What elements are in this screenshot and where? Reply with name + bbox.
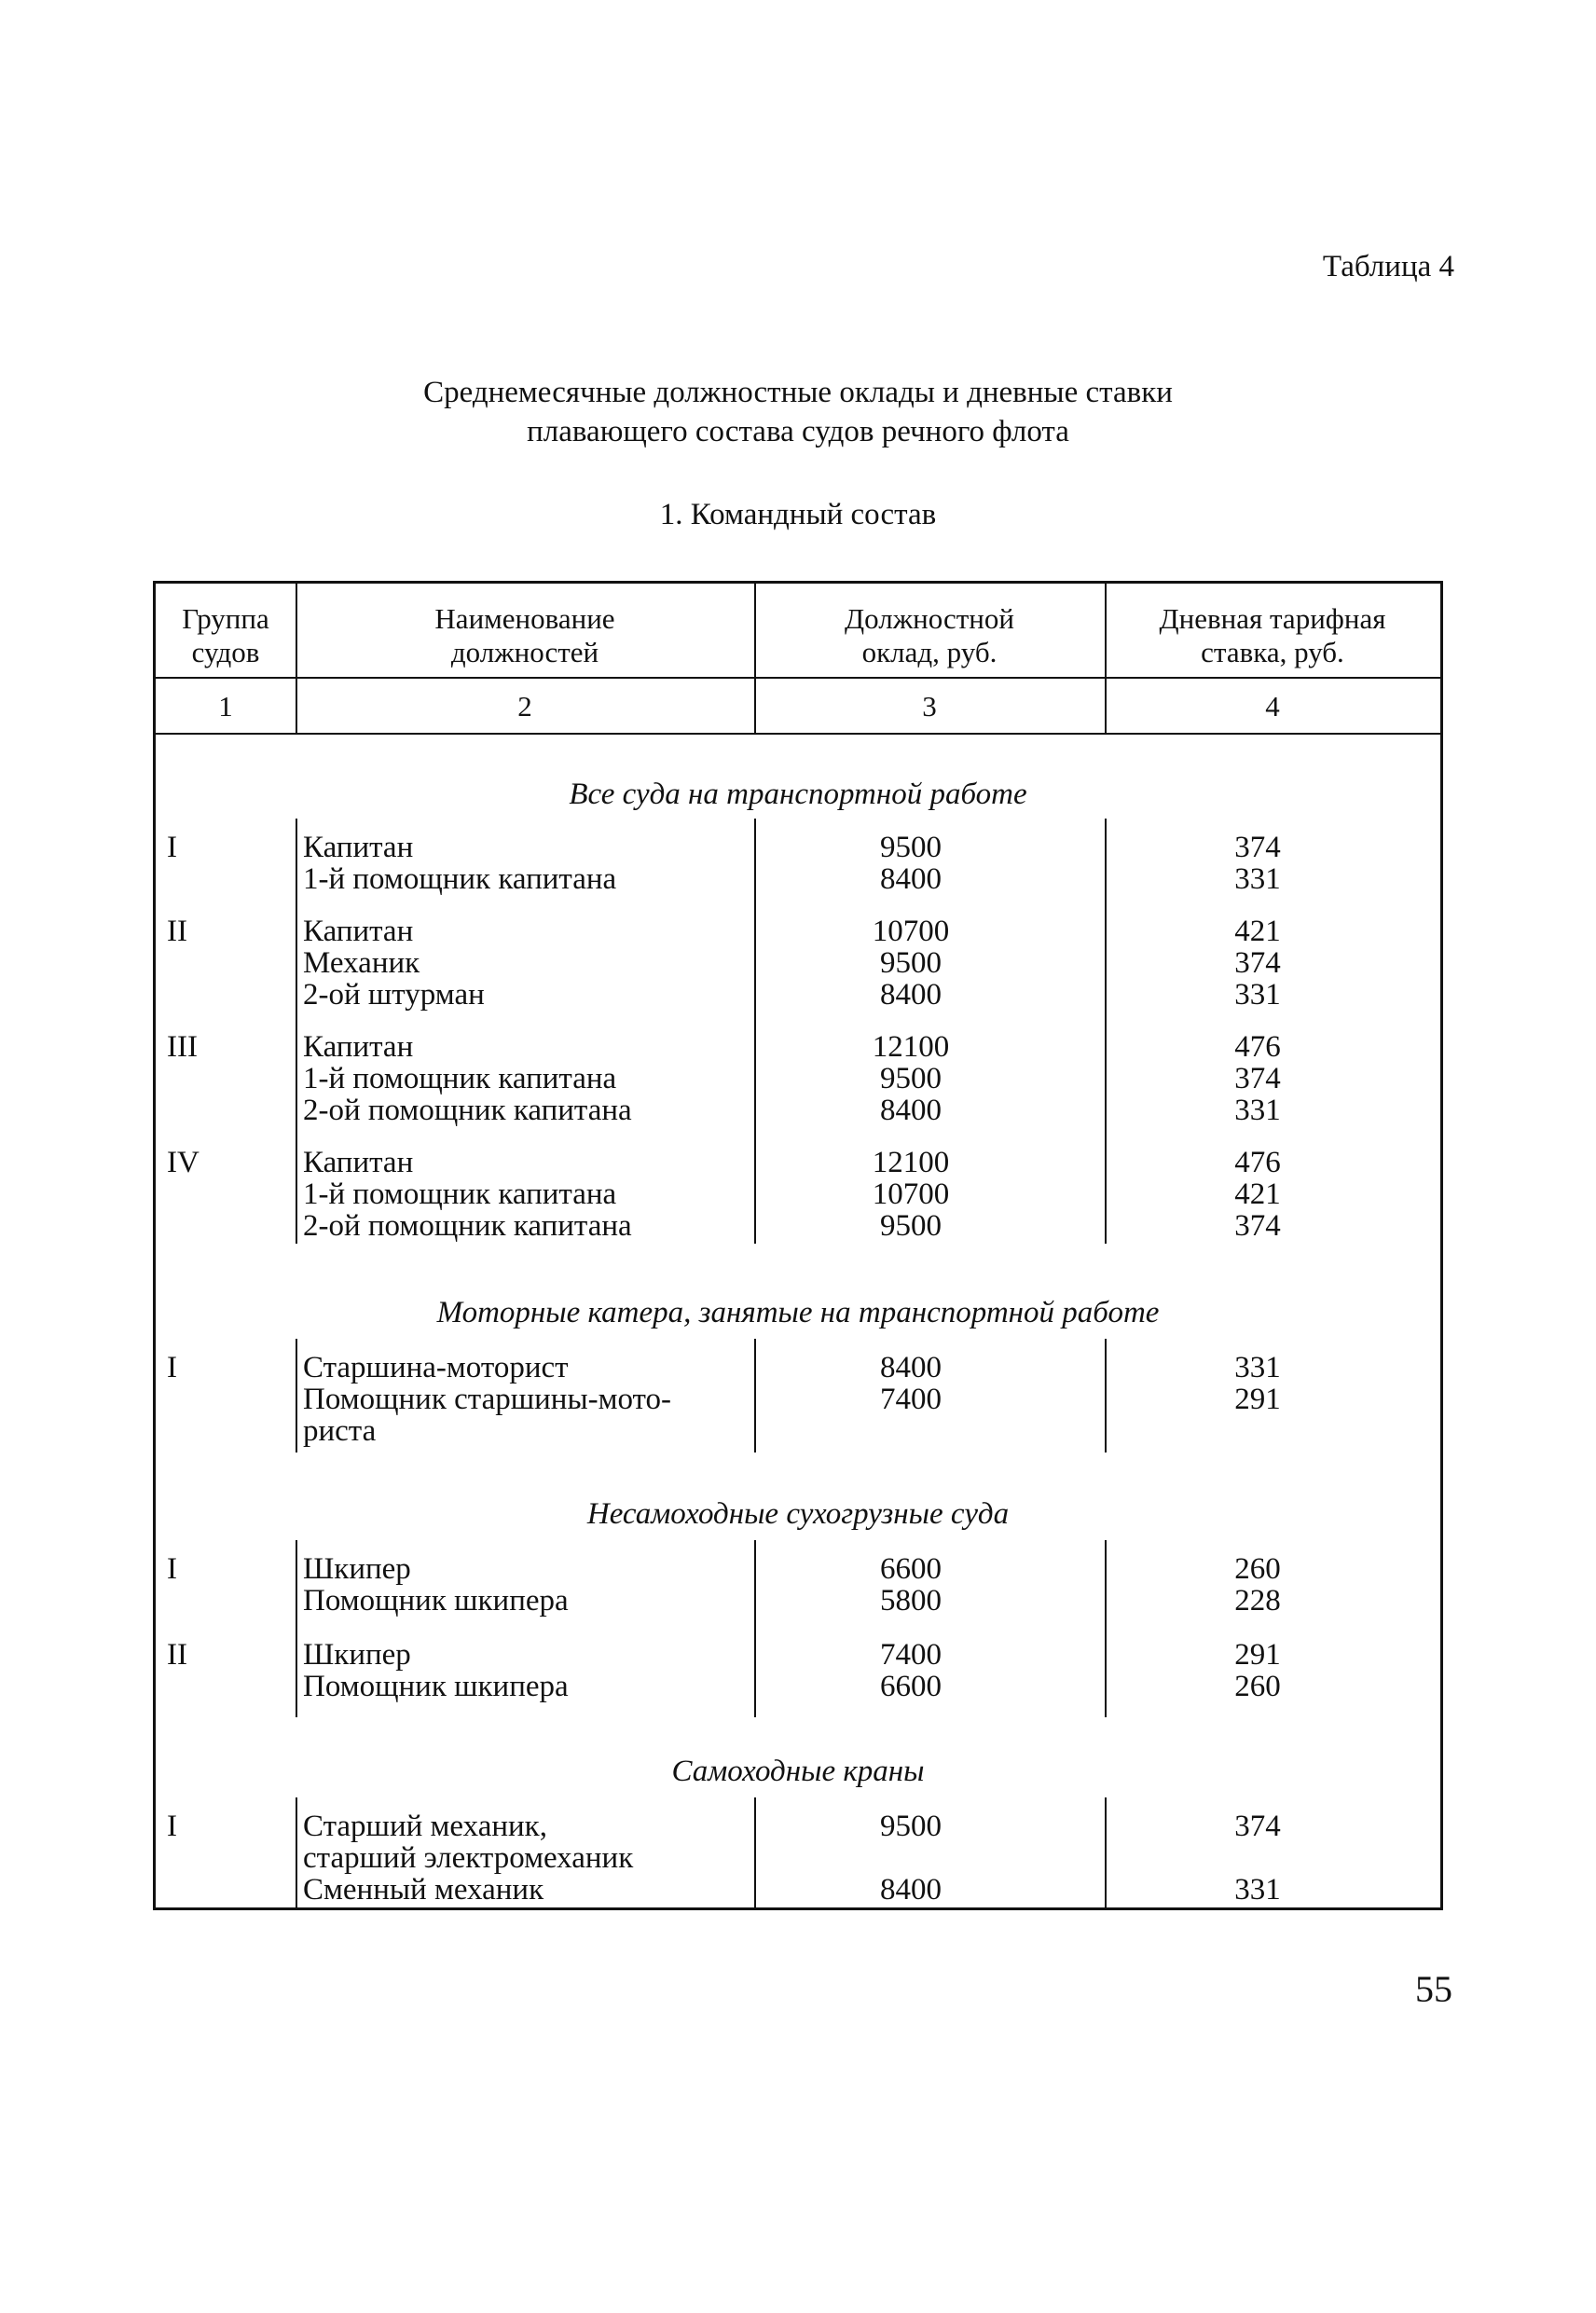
header-position-line2: должностей: [450, 636, 599, 668]
position-name: Старшина-моторист: [303, 1351, 569, 1384]
header-salary-line2: оклад, руб.: [861, 636, 998, 668]
header-salary-line1: Должностной: [845, 602, 1014, 635]
rate-value: 331: [1234, 862, 1281, 896]
position-name: риста: [303, 1414, 377, 1448]
page-number: 55: [1415, 1968, 1452, 2010]
group-label: I: [167, 1552, 177, 1586]
position-name: Старший механик,: [303, 1810, 547, 1843]
position-name: 1-й помощник капитана: [303, 1177, 617, 1211]
salary-table: [153, 581, 1443, 1910]
group-label: II: [167, 915, 187, 948]
position-name: Помощник шкипера: [303, 1584, 569, 1618]
rate-value: 291: [1234, 1383, 1281, 1416]
rate-value: 374: [1234, 1810, 1281, 1843]
salary-value: 8400: [880, 1094, 942, 1127]
header-bottom-rule: [156, 733, 1440, 735]
salary-value: 6600: [880, 1552, 942, 1586]
group-label: III: [167, 1030, 198, 1064]
position-name: Помощник старшины-мото-: [303, 1383, 672, 1416]
rate-value: 476: [1234, 1146, 1281, 1179]
position-name: старший электромеханик: [303, 1841, 634, 1875]
position-name: Капитан: [303, 1146, 414, 1179]
title-line-1: Среднемесячные должностные оклады и дневные ставки: [423, 376, 1173, 409]
column-number-3: 3: [922, 690, 937, 723]
table-number: Таблица 4: [1322, 250, 1454, 283]
header-group-line2: судов: [191, 636, 260, 668]
salary-value: 9500: [880, 1209, 942, 1243]
column-number-2: 2: [517, 690, 532, 723]
salary-value: 12100: [872, 1146, 950, 1179]
salary-value: 7400: [880, 1638, 942, 1672]
header-group-line1: Группа: [182, 602, 269, 635]
title-line-2: плавающего состава судов речного флота: [527, 415, 1069, 448]
position-name: Капитан: [303, 1030, 414, 1064]
group-label: II: [167, 1638, 187, 1672]
group-label: IV: [167, 1146, 200, 1179]
section-caption: Несамоходные сухогрузные суда: [586, 1497, 1010, 1531]
group-label: I: [167, 831, 177, 864]
header-salary: [754, 602, 1105, 669]
header-position-line1: Наименование: [434, 602, 615, 635]
column-number-4: 4: [1265, 690, 1280, 723]
salary-value: 9500: [880, 1810, 942, 1843]
rate-value: 291: [1234, 1638, 1281, 1672]
column-number-1: 1: [218, 690, 233, 723]
salary-value: 9500: [880, 946, 942, 980]
rate-value: 374: [1234, 831, 1281, 864]
section-caption: Моторные катера, занятые на транспортной работе: [436, 1296, 1160, 1329]
col-divider: [296, 1339, 297, 1453]
rate-value: 331: [1234, 1094, 1281, 1127]
salary-value: 12100: [872, 1030, 950, 1064]
rate-value: 421: [1234, 1177, 1281, 1211]
position-name: Механик: [303, 946, 420, 980]
salary-value: 10700: [872, 1177, 950, 1211]
position-name: 1-й помощник капитана: [303, 1062, 617, 1095]
salary-value: 8400: [880, 862, 942, 896]
rate-value: 331: [1234, 978, 1281, 1012]
position-name: Капитан: [303, 831, 414, 864]
rate-value: 421: [1234, 915, 1281, 948]
position-name: 2-ой помощник капитана: [303, 1094, 632, 1127]
position-name: Шкипер: [303, 1552, 411, 1586]
rate-value: 331: [1234, 1873, 1281, 1907]
rate-value: 260: [1234, 1670, 1281, 1703]
rate-value: 374: [1234, 1209, 1281, 1243]
rate-value: 374: [1234, 946, 1281, 980]
salary-value: 7400: [880, 1383, 942, 1416]
col-divider: [296, 1540, 297, 1717]
header-group: [156, 602, 296, 669]
position-name: 2-ой помощник капитана: [303, 1209, 632, 1243]
group-label: I: [167, 1810, 177, 1843]
salary-value: 5800: [880, 1584, 942, 1618]
salary-value: 9500: [880, 1062, 942, 1095]
position-name: 2-ой штурман: [303, 978, 485, 1012]
document-title: [242, 373, 1354, 451]
position-name: Капитан: [303, 915, 414, 948]
position-name: 1-й помощник капитана: [303, 862, 617, 896]
header-divider: [156, 677, 1440, 679]
group-label: I: [167, 1351, 177, 1384]
header-rate-line1: Дневная тарифная: [1159, 602, 1386, 635]
salary-value: 8400: [880, 1873, 942, 1907]
rate-value: 228: [1234, 1584, 1281, 1618]
header-position: [296, 602, 754, 669]
position-name: Помощник шкипера: [303, 1670, 569, 1703]
section-title: 1. Командный состав: [659, 498, 937, 531]
rate-value: 331: [1234, 1351, 1281, 1384]
salary-value: 8400: [880, 1351, 942, 1384]
salary-value: 9500: [880, 831, 942, 864]
salary-value: 8400: [880, 978, 942, 1012]
col-divider: [296, 819, 297, 1244]
rate-value: 374: [1234, 1062, 1281, 1095]
section-caption: Самоходные краны: [671, 1755, 925, 1788]
header-daily-rate: [1105, 602, 1440, 669]
position-name: Сменный механик: [303, 1873, 544, 1907]
section-caption: Все суда на транспортной работе: [569, 778, 1027, 811]
col-divider: [296, 1797, 297, 1907]
rate-value: 476: [1234, 1030, 1281, 1064]
position-name: Шкипер: [303, 1638, 411, 1672]
header-rate-line2: ставка, руб.: [1201, 636, 1344, 668]
salary-value: 6600: [880, 1670, 942, 1703]
salary-value: 10700: [872, 915, 950, 948]
rate-value: 260: [1234, 1552, 1281, 1586]
